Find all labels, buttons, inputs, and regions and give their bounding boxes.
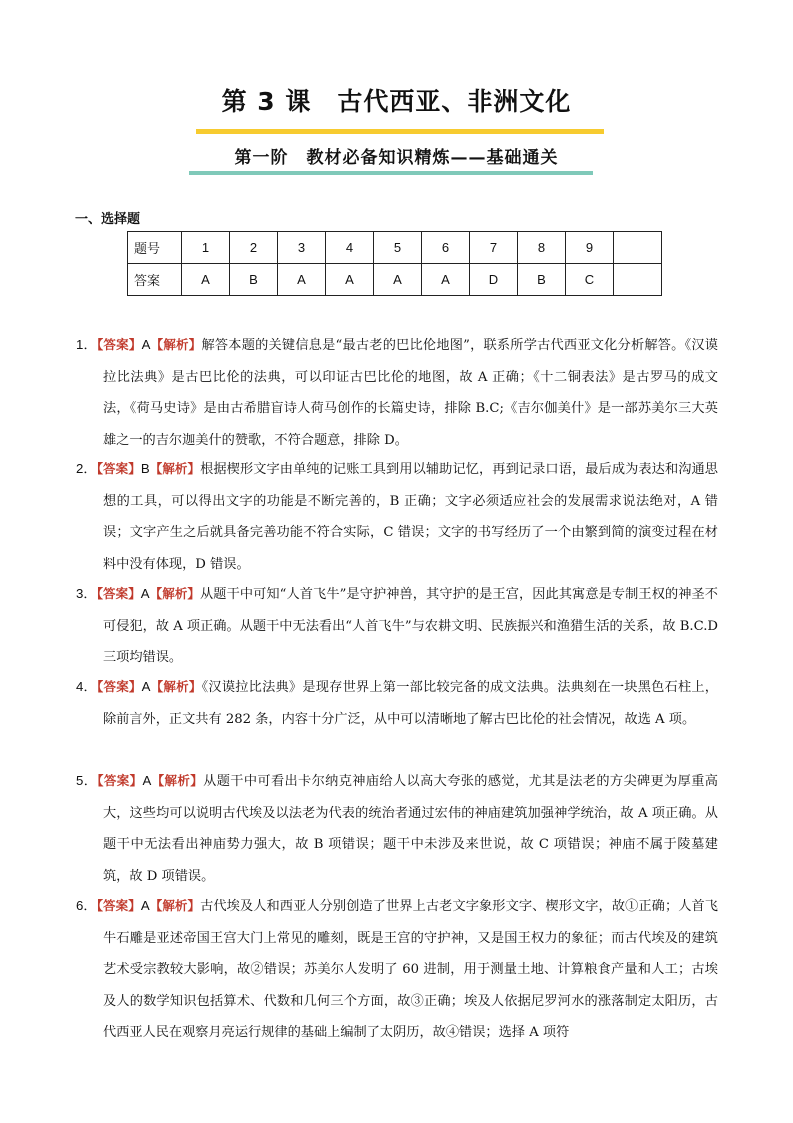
answer-cell: A bbox=[374, 264, 422, 296]
answer-item-4 bbox=[76, 671, 718, 735]
answer-tag: 【答案】 bbox=[96, 586, 141, 601]
analysis-text: 《汉谟拉比法典》是现存世界上第一部比较完备的成文法典。法典刻在一块黑色石柱上，除前言外，正文共有 282 条，内容十分广泛，从中可以清晰地了解古巴比伦的社会情况，故选 A 项。 bbox=[103, 680, 718, 727]
answer-letter: B bbox=[140, 461, 150, 476]
answer-letter: A bbox=[141, 679, 151, 694]
answer-item-5 bbox=[76, 765, 718, 892]
row-label-answer: 答案 bbox=[128, 264, 182, 296]
row-label-number: 题号 bbox=[128, 232, 182, 264]
answer-cell: D bbox=[470, 264, 518, 296]
answer-cell: A bbox=[182, 264, 230, 296]
answer-item-2 bbox=[76, 453, 718, 580]
answer-letter: A bbox=[141, 337, 151, 352]
page-title: 第 3 课 古代西亚、非洲文化 bbox=[221, 87, 572, 116]
answer-cell: A bbox=[326, 264, 374, 296]
analysis-text: 从题干中可知“人首飞牛”是守护神兽，其守护的是王宫，因此其寓意是专制王权的神圣不可侵犯，故 A 项正确。从题干中无法看出“人首飞牛”与农耕文明、民族振兴和渔猎生活的关系，故 B.C.D 三项均错误。 bbox=[103, 587, 718, 665]
question-number-cell: 7 bbox=[470, 232, 518, 264]
answer-letter: A bbox=[142, 773, 152, 788]
item-number: 3． bbox=[76, 586, 97, 601]
answer-item-6 bbox=[76, 890, 718, 1049]
item-number: 5． bbox=[76, 773, 98, 788]
page-subtitle: 第一阶 教材必备知识精炼——基础通关 bbox=[234, 148, 559, 168]
section-heading: 一、选择题 bbox=[75, 212, 141, 227]
analysis-tag: 【解析】 bbox=[150, 337, 202, 352]
answer-item-3 bbox=[76, 578, 718, 674]
title-underline-yellow bbox=[196, 129, 604, 134]
analysis-text: 根据楔形文字由单纯的记账工具到用以辅助记忆，再到记录口语，最后成为表达和沟通思想的工具，可以得出文字的功能是不断完善的，B 正确；文字必须适应社会的发展需求说法绝对，A 错误；文字产生之后就具备完善功能不符合实际，C 错误；文字的书写经历了一个由繁到简的演变过程在材料中没有体现，D 错误。 bbox=[103, 462, 718, 572]
answer-tag: 【答案】 bbox=[96, 337, 142, 352]
analysis-tag: 【解析】 bbox=[150, 679, 202, 694]
item-number: 6． bbox=[76, 898, 97, 913]
answer-cell: C bbox=[566, 264, 614, 296]
analysis-text: 从题干中可看出卡尔纳克神庙给人以高大夸张的感觉，尤其是法老的方尖碑更为厚重高大，这些均可以说明古代埃及以法老为代表的统治者通过宏伟的神庙建筑加强神学统治，故 A 项正确。从题干中无法看出神庙势力强大，故 B 项错误；题干中未涉及来世说，故 C 项错误；神庙不属于陵墓建筑，故 D 项错误。 bbox=[103, 774, 718, 884]
answer-cell: A bbox=[422, 264, 470, 296]
question-number-cell: 3 bbox=[278, 232, 326, 264]
answer-cell: B bbox=[230, 264, 278, 296]
answer-cell: B bbox=[518, 264, 566, 296]
answer-table bbox=[127, 231, 662, 296]
analysis-text: 古代埃及人和西亚人分别创造了世界上古老文字象形文字、楔形文字，故①正确；人首飞牛石雕是亚述帝国王宫大门上常见的雕刻，既是王宫的守护神，又是国王权力的象征；而古代埃及的建筑艺术受宗教较大影响，故②错误；苏美尔人发明了 60 进制，用于测量土地、计算粮食产量和人工；古埃及人的数学知识包括算术、代数和几何三个方面，故③正确；埃及人依据尼罗河水的涨落制定太阳历，古代西亚人民在观察月亮运行规律的基础上编制了太阴历，故④错误；选择 A 项符 bbox=[103, 899, 718, 1040]
answer-letter: A bbox=[140, 898, 150, 913]
answer-item-1 bbox=[76, 329, 718, 456]
answer-tag: 【答案】 bbox=[97, 773, 143, 788]
question-number-cell: 1 bbox=[182, 232, 230, 264]
question-number-cell: 8 bbox=[518, 232, 566, 264]
question-number-cell: 9 bbox=[566, 232, 614, 264]
answer-tag: 【答案】 bbox=[96, 461, 141, 476]
analysis-tag: 【解析】 bbox=[151, 773, 204, 788]
analysis-tag: 【解析】 bbox=[149, 898, 201, 913]
analysis-tag: 【解析】 bbox=[149, 461, 201, 476]
answer-cell bbox=[614, 264, 662, 296]
question-number-cell: 5 bbox=[374, 232, 422, 264]
answer-letter: A bbox=[140, 586, 150, 601]
table-row-numbers bbox=[128, 232, 662, 264]
analysis-text: 解答本题的关键信息是“最古老的巴比伦地图”，联系所学古代西亚文化分析解答。《汉谟拉比法典》是古巴比伦的法典，可以印证古巴比伦的地图，故 A 正确；《十二铜表法》是古罗马的成文法，《荷马史诗》是由古希腊盲诗人荷马创作的长篇史诗，排除 B.C;《吉尔伽美什》是一部苏美尔三大英雄之一的吉尔迦美什的赞歌，不符合题意，排除 D。 bbox=[103, 338, 718, 448]
question-number-cell: 6 bbox=[422, 232, 470, 264]
analysis-tag: 【解析】 bbox=[149, 586, 201, 601]
question-number-cell: 4 bbox=[326, 232, 374, 264]
question-number-cell bbox=[614, 232, 662, 264]
question-number-cell: 2 bbox=[230, 232, 278, 264]
item-number: 2． bbox=[76, 461, 97, 476]
item-number: 4． bbox=[76, 679, 97, 694]
subtitle-underline-green bbox=[189, 171, 593, 175]
answer-cell: A bbox=[278, 264, 326, 296]
answer-tag: 【答案】 bbox=[96, 898, 141, 913]
table-row-answers bbox=[128, 264, 662, 296]
answer-tag: 【答案】 bbox=[96, 679, 142, 694]
item-number: 1． bbox=[76, 337, 97, 352]
